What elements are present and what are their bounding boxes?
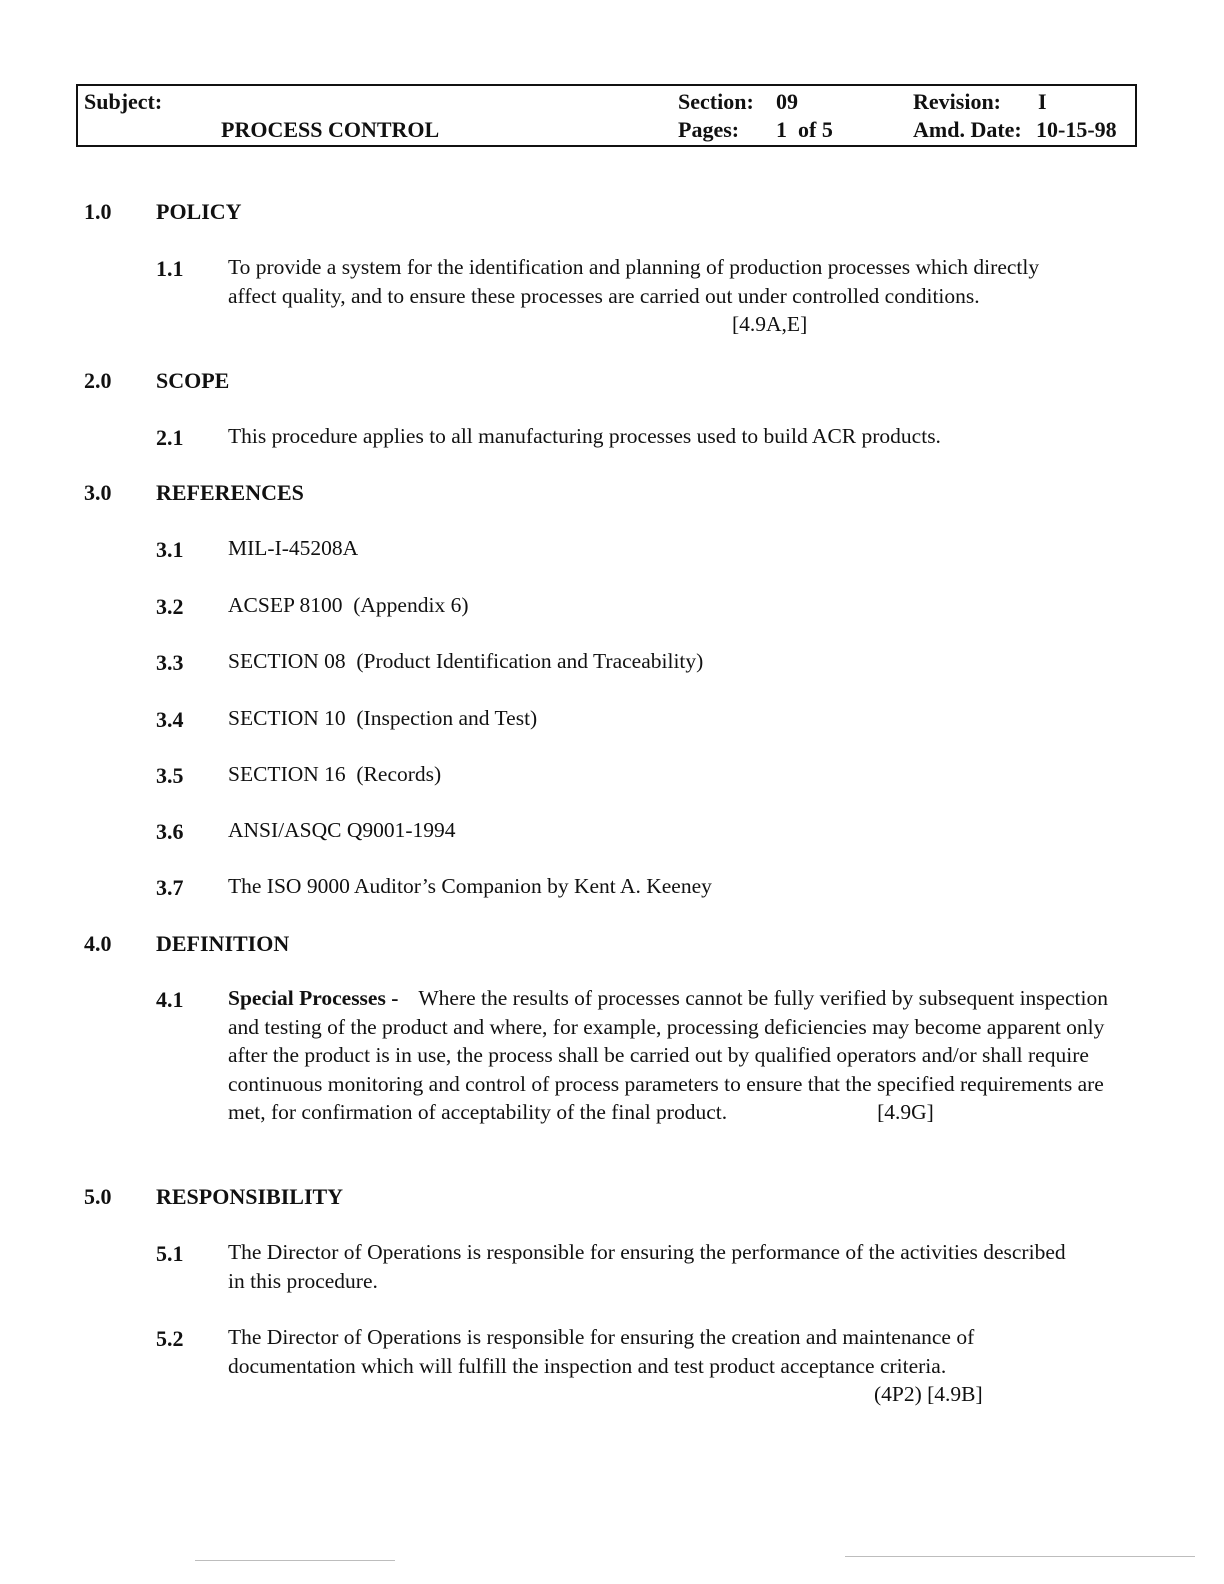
item-number: 5.1 [156,1241,184,1266]
section-title: SCOPE [156,368,230,393]
item-text: This procedure applies to all manufacturing processes used to build ACR products. [228,424,941,448]
reference-text: SECTION 10 (Inspection and Test) [228,706,538,730]
item-number: 5.2 [156,1326,184,1351]
reference-text: The ISO 9000 Auditor’s Companion by Kent A. Keeney [228,874,712,898]
subject-label: Subject: [84,89,163,114]
reference-text: ACSEP 8100 (Appendix 6) [228,593,469,617]
item-number: 1.1 [156,256,184,281]
item-number: 4.1 [156,987,184,1012]
amd-date-label: Amd. Date: [913,117,1022,142]
revision-value: I [1038,89,1047,114]
section-title: REFERENCES [156,480,304,505]
item-text: The Director of Operations is responsible for ensuring the creation and maintenance of documentation which will fulfill the inspection and test product acceptance criteria. [228,1325,975,1378]
standard-reference: (4P2) [4.9B] [874,1382,983,1406]
standard-reference: [4.9A,E] [732,312,808,336]
section-number: 1.0 [84,199,112,224]
section-number: 2.0 [84,368,112,393]
section-label: Section: [678,89,754,114]
reference-text: ANSI/ASQC Q9001-1994 [228,818,456,842]
reference-text: MIL-I-45208A [228,536,359,560]
subject-value: PROCESS CONTROL [221,117,440,142]
section-number: 4.0 [84,931,112,956]
reference-number: 3.4 [156,707,184,732]
item-text: The Director of Operations is responsible for ensuring the performance of the activities described in this procedure. [228,1240,1066,1293]
item-text [228,984,1123,1127]
item-text [228,253,1068,310]
reference-number: 3.6 [156,819,184,844]
item-number: 2.1 [156,425,184,450]
reference-number: 3.1 [156,537,184,562]
section-title: RESPONSIBILITY [156,1184,344,1209]
revision-label: Revision: [913,89,1001,114]
pages-value: 1 of 5 [776,117,833,142]
reference-text: SECTION 16 (Records) [228,762,442,786]
section-value: 09 [776,89,798,114]
amd-date-value: 10-15-98 [1036,117,1117,142]
reference-number: 3.7 [156,875,184,900]
document-header [76,84,1137,147]
section-number: 3.0 [84,480,112,505]
section-title: DEFINITION [156,931,290,956]
reference-number: 3.5 [156,763,184,788]
definition-term: Special Processes - [228,986,399,1010]
standard-reference: [4.9G] [877,1100,934,1124]
section-number: 5.0 [84,1184,112,1209]
definition-body: Where the results of processes cannot be fully verified by subsequent inspection and testing of the product and where, for example, processing deficiencies may become apparent only after the product is in use, the process shall be carried out by qualified operators and/or shall require continuous monitoring and control of process parameters to ensure that the specified requirements are met, for confirmation of acceptability of the final product. [228,986,1108,1124]
reference-text: SECTION 08 (Product Identification and Traceability) [228,649,704,673]
policy-statement: To provide a system for the identification and planning of production processes which directly affect quality, and to ensure these processes are carried out under controlled conditions. [228,255,1040,308]
reference-number: 3.3 [156,650,184,675]
scan-artifact [195,1560,395,1561]
reference-number: 3.2 [156,594,184,619]
scan-artifact [845,1556,1195,1557]
pages-label: Pages: [678,117,740,142]
section-title: POLICY [156,199,242,224]
